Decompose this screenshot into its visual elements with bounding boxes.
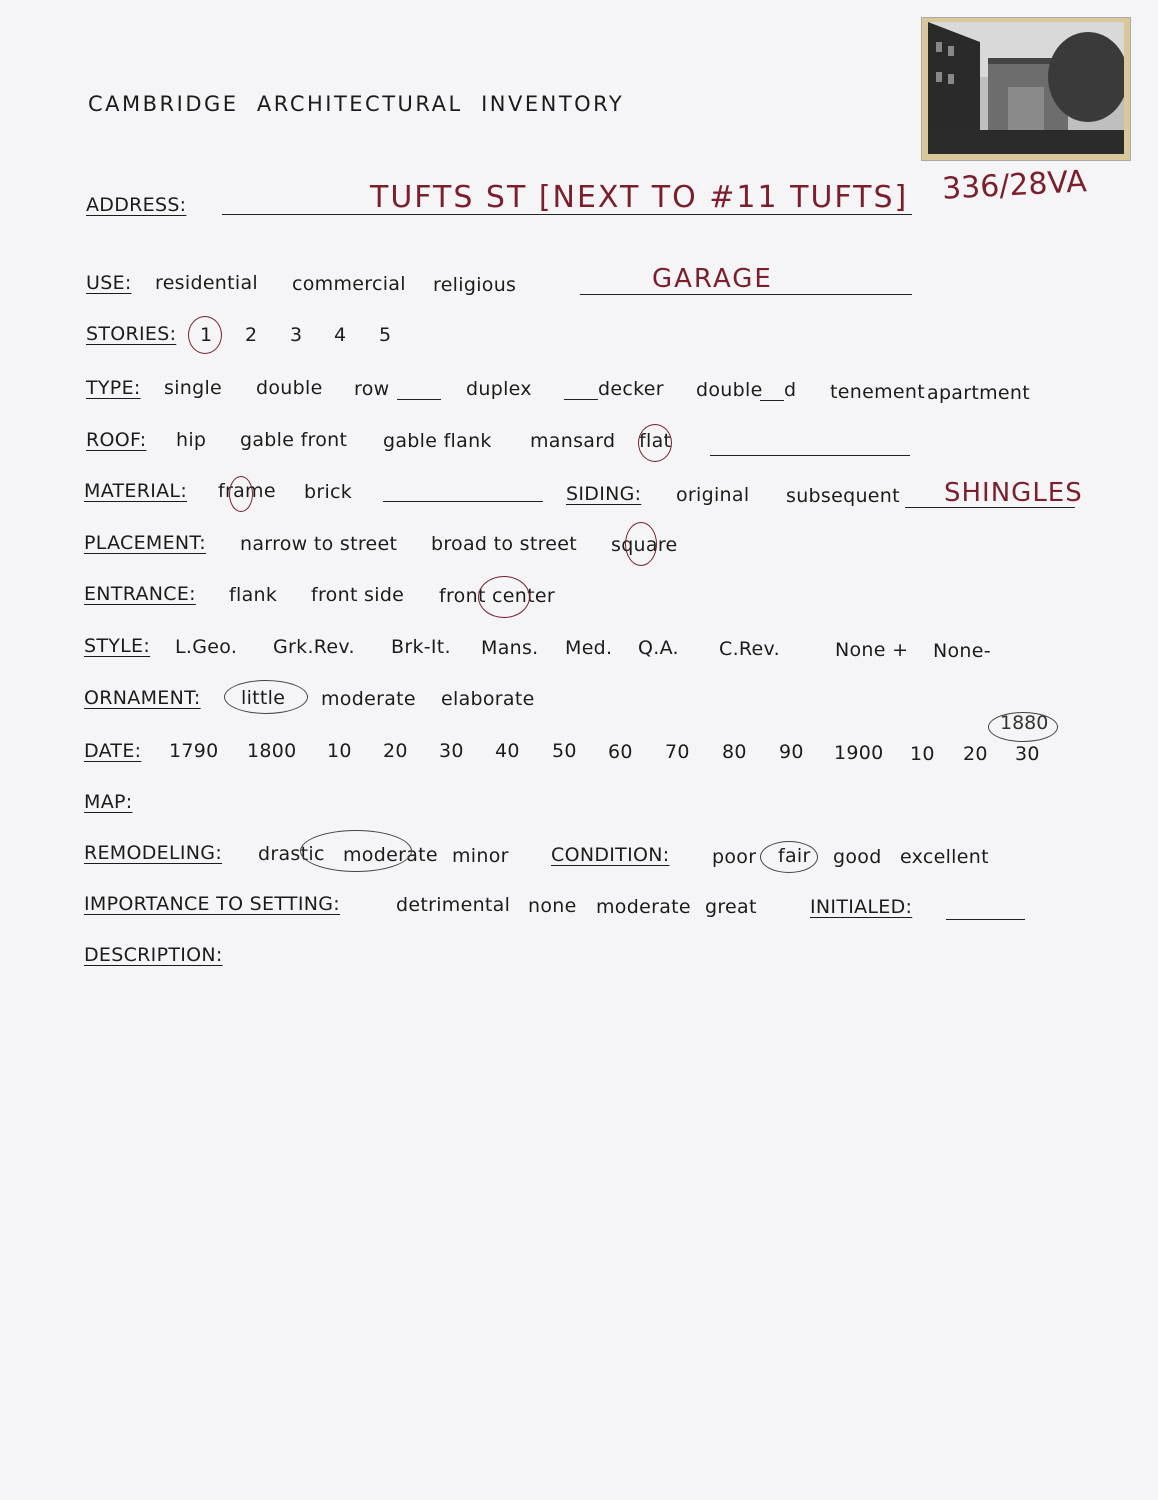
ornament-option-little: little bbox=[241, 687, 286, 709]
page-title: CAMBRIDGE ARCHITECTURAL INVENTORY bbox=[88, 92, 625, 116]
roof-option-mansard: mansard bbox=[530, 430, 616, 452]
remodeling-label: REMODELING: bbox=[84, 842, 223, 864]
style-option-none-plus: None + bbox=[835, 639, 909, 661]
style-label: STYLE: bbox=[84, 635, 151, 657]
remodeling-selected-circle bbox=[300, 830, 412, 872]
remodeling-option-minor: minor bbox=[452, 845, 509, 867]
entrance-option-flank: flank bbox=[229, 584, 278, 606]
type-option-double-d: double bbox=[696, 379, 763, 401]
condition-selected-circle bbox=[760, 841, 818, 873]
date-option-1910: 10 bbox=[910, 743, 935, 765]
address-value: TUFTS ST [NEXT TO #11 TUFTS] bbox=[370, 180, 909, 215]
placement-option-square: square bbox=[611, 534, 678, 556]
remodeling-option-drastic: drastic bbox=[258, 843, 325, 865]
stories-option-5: 5 bbox=[379, 324, 392, 346]
ornament-label: ORNAMENT: bbox=[84, 687, 201, 709]
condition-option-fair: fair bbox=[778, 845, 811, 867]
type-option-decker: decker bbox=[598, 378, 664, 400]
use-other-value: GARAGE bbox=[652, 264, 773, 294]
roof-label: ROOF: bbox=[86, 429, 147, 451]
style-option-mans: Mans. bbox=[481, 637, 539, 659]
description-label: DESCRIPTION: bbox=[84, 944, 223, 966]
style-option-qa: Q.A. bbox=[638, 637, 679, 659]
date-option-1920: 20 bbox=[963, 743, 988, 765]
date-handwritten-circle bbox=[988, 712, 1058, 742]
importance-option-none: none bbox=[528, 895, 577, 917]
date-option-1900: 1900 bbox=[834, 742, 884, 764]
date-option-40: 40 bbox=[495, 740, 520, 762]
importance-option-detrimental: detrimental bbox=[396, 894, 511, 916]
roof-option-gable-front: gable front bbox=[240, 429, 348, 451]
material-other-line bbox=[383, 501, 543, 502]
placement-label: PLACEMENT: bbox=[84, 532, 206, 554]
condition-option-poor: poor bbox=[712, 846, 757, 868]
siding-other-value: SHINGLES bbox=[944, 478, 1083, 508]
style-option-med: Med. bbox=[565, 637, 613, 659]
ornament-option-elaborate: elaborate bbox=[441, 688, 535, 710]
condition-label: CONDITION: bbox=[551, 844, 670, 866]
initialed-line bbox=[946, 919, 1025, 920]
use-option-residential: residential bbox=[155, 272, 259, 294]
date-option-10: 10 bbox=[327, 740, 352, 762]
material-option-brick: brick bbox=[304, 481, 353, 503]
date-handwritten: 1880 bbox=[1000, 712, 1049, 734]
roof-option-flat: flat bbox=[639, 430, 672, 452]
use-option-religious: religious bbox=[433, 274, 517, 296]
type-row-blank bbox=[397, 399, 441, 400]
importance-option-moderate: moderate bbox=[596, 896, 691, 918]
type-option-duplex: duplex bbox=[466, 378, 532, 400]
use-other-line bbox=[580, 294, 912, 295]
placement-selected-circle bbox=[625, 522, 657, 566]
siding-option-original: original bbox=[676, 484, 750, 506]
style-option-grkrev: Grk.Rev. bbox=[273, 636, 355, 658]
ornament-option-moderate: moderate bbox=[321, 688, 416, 710]
stories-option-2: 2 bbox=[245, 324, 258, 346]
date-option-1800: 1800 bbox=[247, 740, 297, 762]
material-label: MATERIAL: bbox=[84, 480, 188, 502]
entrance-selected-circle bbox=[478, 576, 530, 618]
initialed-label: INITIALED: bbox=[810, 896, 913, 918]
style-option-brkit: Brk-It. bbox=[391, 636, 451, 658]
stories-option-4: 4 bbox=[334, 324, 347, 346]
date-label: DATE: bbox=[84, 740, 142, 762]
entrance-option-front-side: front side bbox=[311, 584, 405, 606]
material-selected-circle bbox=[229, 476, 253, 512]
remodeling-option-moderate: moderate bbox=[343, 844, 438, 866]
type-option-tenement: tenement bbox=[830, 381, 925, 403]
type-label: TYPE: bbox=[86, 377, 141, 399]
date-option-50: 50 bbox=[552, 740, 577, 762]
material-option-frame: frame bbox=[218, 480, 276, 502]
type-option-apartment: apartment bbox=[927, 382, 1030, 404]
siding-label: SIDING: bbox=[566, 483, 642, 505]
date-option-80: 80 bbox=[722, 741, 747, 763]
type-option-single: single bbox=[164, 377, 223, 399]
type-option-double: double bbox=[256, 377, 323, 399]
style-option-crev: C.Rev. bbox=[719, 638, 780, 660]
entrance-label: ENTRANCE: bbox=[84, 583, 196, 605]
date-option-60: 60 bbox=[608, 741, 633, 763]
placement-option-narrow: narrow to street bbox=[240, 533, 398, 555]
stories-option-1: 1 bbox=[200, 324, 213, 346]
date-option-30: 30 bbox=[439, 740, 464, 762]
ornament-selected-circle bbox=[224, 680, 308, 714]
stories-selected-circle bbox=[188, 316, 222, 354]
date-option-1790: 1790 bbox=[169, 740, 219, 762]
use-option-commercial: commercial bbox=[292, 273, 406, 295]
roof-selected-circle bbox=[638, 424, 672, 462]
condition-option-good: good bbox=[833, 846, 882, 868]
type-double-d-blank bbox=[760, 400, 784, 401]
date-option-70: 70 bbox=[665, 741, 690, 763]
stories-label: STORIES: bbox=[86, 323, 177, 345]
use-label: USE: bbox=[86, 272, 132, 294]
type-option-row: row bbox=[354, 378, 390, 400]
style-option-none-minus: None- bbox=[933, 640, 991, 662]
importance-option-great: great bbox=[705, 896, 757, 918]
siding-option-subsequent: subsequent bbox=[786, 485, 900, 507]
importance-label: IMPORTANCE TO SETTING: bbox=[84, 893, 340, 915]
entrance-option-front-center: front center bbox=[439, 585, 555, 607]
type-option-d: d bbox=[784, 379, 797, 401]
date-option-1930: 30 bbox=[1015, 743, 1040, 765]
building-photo bbox=[922, 18, 1130, 160]
type-decker-blank bbox=[564, 399, 598, 400]
date-option-20: 20 bbox=[383, 740, 408, 762]
stories-option-3: 3 bbox=[290, 324, 303, 346]
roof-other-line bbox=[710, 455, 910, 456]
address-label: ADDRESS: bbox=[86, 194, 187, 216]
inventory-ref: 336/28VA bbox=[941, 164, 1088, 207]
roof-option-hip: hip bbox=[176, 429, 207, 451]
date-option-90: 90 bbox=[779, 741, 804, 763]
map-label: MAP: bbox=[84, 791, 133, 813]
placement-option-broad: broad to street bbox=[431, 533, 578, 555]
style-option-lgeo: L.Geo. bbox=[175, 636, 238, 658]
condition-option-excellent: excellent bbox=[900, 846, 989, 868]
roof-option-gable-flank: gable flank bbox=[383, 430, 492, 452]
